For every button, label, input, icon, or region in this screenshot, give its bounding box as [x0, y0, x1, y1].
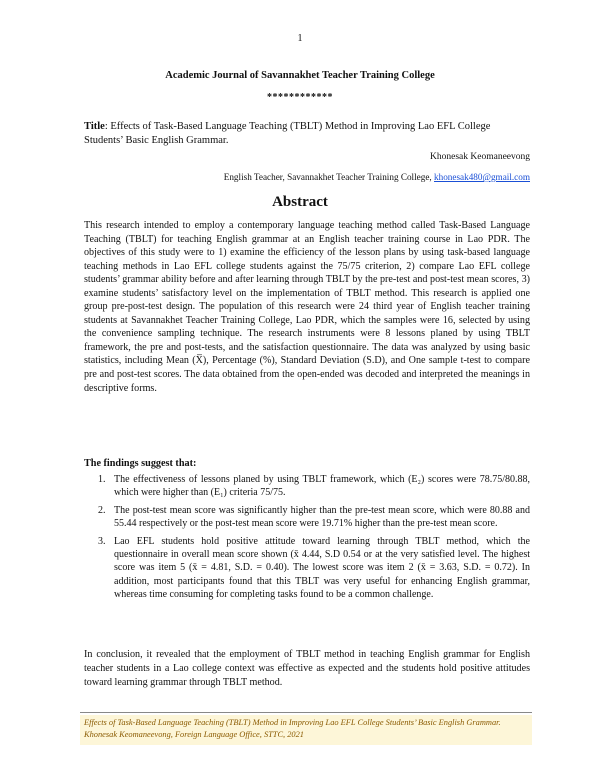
findings-list	[84, 473, 530, 606]
journal-title: Academic Journal of Savannakhet Teacher Training College	[165, 70, 435, 81]
list-item	[84, 473, 530, 500]
list-item	[84, 504, 530, 531]
affiliation-text: English Teacher, Savannakhet Teacher Training College,	[223, 172, 435, 182]
page-number: 1	[297, 33, 303, 44]
list-number: 1.	[98, 474, 106, 485]
abstract-body: This research intended to employ a contemporary language teaching method called Task-Based Language Teaching (TBLT) for teaching English grammar at an English teacher training course in Lao PDR. The objectives of this study were to 1) examine the efficiency of the lesson plans by using task-based language teaching methods in Lao EFL college students against the 75/75 criterion, 2) compare Lao EFL college students’ grammar ability before and after learning through TBLT by the pre-test and post-test mean scores, 3) examine students’ satisfactory level on the implementation of TBLT method. This research is applied one group pre-post-test design. The population of this research were 24 third year of English teacher training students at Savannakhet Teacher Training College, Lao PDR, which the samples were 16, selected by using the convenience sampling technique. The research instruments were 8 lessons planed by using TBLT framework, the pre and post-tests, and the satisfaction questionnaire. The data was analyzed by using basic statistics, including Mean (X̅), Percentage (%), Standard Deviation (S.D), and One sample t-test to compare pre and post-test scores. The data obtained from the open-ended was decoded and interpreted the meanings in descriptive forms.	[84, 220, 530, 394]
footer-divider	[80, 712, 532, 713]
list-number: 3.	[98, 535, 106, 547]
list-number: 2.	[98, 504, 106, 516]
list-text: The post-test mean score was significantly higher than the pre-test mean score, which were 80.88 and 55.44 respectively or the post-test mean score were 19.71% higher than the pre-test mean score.	[114, 504, 530, 530]
separator-stars: ************	[267, 92, 333, 103]
title-label: Title	[84, 121, 105, 132]
email-link[interactable]: khonesak480@gmail.com	[434, 172, 530, 182]
conclusion-paragraph: In conclusion, it revealed that the employment of TBLT method in teaching English grammar for English teacher students in a Lao college context was effective as expected and the students hold positive attitudes toward learning grammar through TBLT method.	[84, 649, 530, 688]
footer-citation: Effects of Task-Based Language Teaching (TBLT) Method in Improving Lao EFL College Students’ Basic English Grammar. Khonesak Keomaneevong, Foreign Language Office, STTC, 2021	[80, 715, 532, 745]
author-affiliation	[224, 172, 530, 182]
title-text: : Effects of Task-Based Language Teaching (TBLT) Method in Improving Lao EFL College Students’ Basic English Grammar.	[84, 121, 491, 146]
paper-title	[84, 120, 524, 148]
abstract-heading: Abstract	[272, 194, 328, 210]
findings-heading: The findings suggest that:	[84, 458, 197, 469]
author-name: Khonesak Keomaneevong	[430, 152, 530, 162]
list-item	[84, 535, 530, 602]
list-text: The effectiveness of lessons planed by using TBLT framework, which (E₂) scores were 78.75/80.88, which were higher than (E₁) criteria 75/75.	[114, 474, 530, 499]
list-text: Lao EFL students hold positive attitude toward learning through TBLT method, which the questionnaire in overall mean score shown (x̄ 4.44, S.D 0.54 or at the very satisfied level. The highest score was item 5 (x̄ = 4.81, S.D. = 0.40). The lowest score was item 2 (x̄ = 3.63, S.D. = 0.72). In addition, most participants found that this TBLT was very useful for enhancing English grammar, whereas time consuming for completing tasks found to be a common challenge.	[114, 535, 530, 601]
